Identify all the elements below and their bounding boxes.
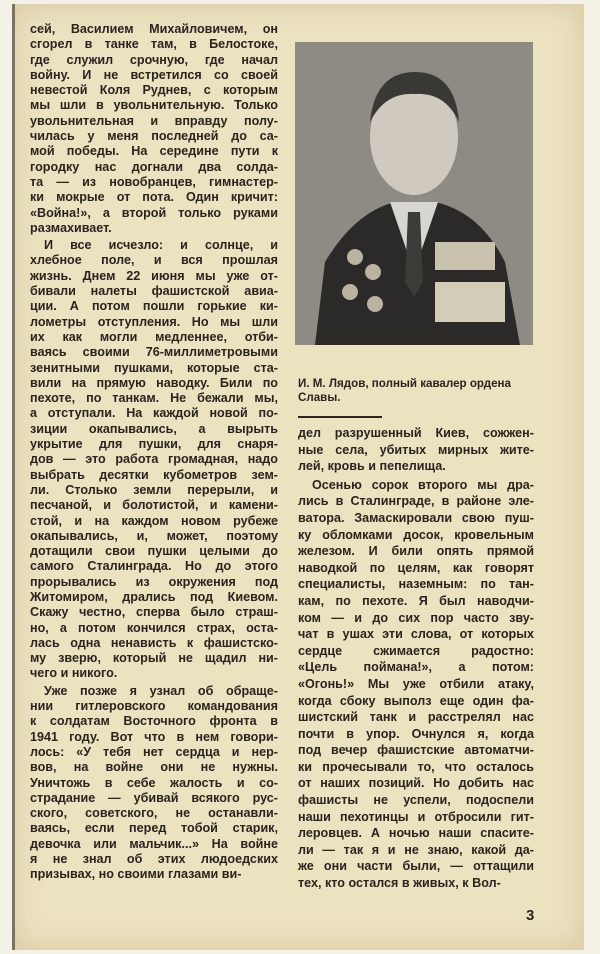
text-line: наши пехотинцы и отбросили гит- (298, 809, 534, 824)
text-line: ные села, убитых мирных жите- (298, 442, 534, 457)
text-line: Житомиром, дрались под Киевом. (30, 589, 278, 604)
text-line: лась одна ненависть к фашистско- (30, 635, 278, 650)
text-line: размахивает. (30, 220, 112, 235)
text-line: пехоте, по танкам. Не бежали мы, (30, 391, 278, 406)
paragraph (30, 238, 278, 682)
text-line: та — из новобранцев, гимнастер- (30, 174, 278, 189)
text-line: железом. И били опять прямой (298, 544, 534, 559)
text-line: ли. Столько земли перерыли, и (30, 482, 278, 497)
text-line: Осенью сорок второго мы дра- (312, 477, 534, 492)
text-line: ку обломками досок, кровельным (298, 527, 534, 542)
text-line: а отступали. На каждой новой по- (30, 406, 278, 421)
text-line: Скажу честно, сперва было страш- (30, 605, 278, 620)
text-line: специалисты, наземным: по тан- (298, 577, 534, 592)
text-line: ваясь своими 76-миллиметровыми (30, 345, 278, 360)
text-line: прорывались из окружения под (30, 574, 278, 589)
text-line: ского, советского, не останавли- (30, 806, 278, 821)
text-line: от наших позиций. Но добить нас (298, 776, 534, 791)
text-line: бивали налеты фашистской авиа- (30, 284, 278, 299)
text-line: лей, кровь и пепелища. (298, 459, 446, 474)
text-line: к солдатам Восточного фронта в (30, 714, 278, 729)
right-text-column (298, 425, 534, 894)
text-line: чилась у меня последней до са- (30, 129, 278, 144)
text-line: ки мокрые от пота. Один кричит: (30, 190, 278, 205)
text-line: леровцев. А ночью наши спасите- (298, 826, 534, 841)
text-line: же они части были, — оттащили (298, 859, 534, 874)
text-line: выбрать десятки кубометров зем- (30, 467, 278, 482)
text-line: вов, на войне они не нужны. (30, 760, 278, 775)
text-line: когда сбоку выполз еще один фа- (298, 693, 534, 708)
text-line: наводкой по целям, как говорят (298, 560, 534, 575)
text-line: И все исчезло: и солнце, и (44, 238, 278, 253)
text-line: я не знал об этих людоедских (30, 852, 278, 867)
text-line: дел разрушенный Киев, сожжен- (298, 426, 534, 440)
text-line: увольнительная и вправду полу- (30, 113, 278, 128)
text-line: кам, по пехоте. Я был наводчи- (298, 593, 534, 608)
text-line: укрытие для пушки, для снаря- (30, 437, 278, 452)
text-line: почти в упор. Очнулся я, когда (298, 726, 534, 741)
text-line: призывах, но своими глазами ви- (30, 867, 242, 882)
text-line: дов — это работа громадная, надо (30, 452, 278, 467)
text-line: ли — так я и не знаю, какой да- (298, 842, 534, 857)
text-line: сердце сжимается радостно: (298, 643, 534, 658)
text-line: дотащили свои пушки целыми до (30, 544, 278, 559)
text-line: мы шли в увольнительную. Только (30, 98, 278, 113)
text-line: ции. А потом пошли горькие ки- (30, 299, 278, 314)
text-line: ватора. Замаскировали свою пуш- (298, 510, 534, 525)
text-line: 1941 году. Вот что в нем говори- (30, 729, 278, 744)
paragraph (298, 425, 534, 475)
page-number: 3 (526, 907, 535, 924)
text-line: их как могли медленнее, отби- (30, 329, 278, 344)
text-line: лось: «У тебя нет сердца и нер- (30, 744, 278, 759)
text-line: ки прочесывали то, что осталось (298, 759, 534, 774)
portrait-illustration (295, 42, 533, 345)
text-line: Уже позже я узнал об обраще- (44, 683, 278, 698)
text-line: под вечер фашистские автоматчи- (298, 743, 534, 758)
text-line: тех, кто остался в живых, к Вол- (298, 876, 501, 891)
text-line: зенитными пушками, которые ста- (30, 360, 278, 375)
text-line: городку нас догнали два солда- (30, 159, 278, 174)
text-line: жизнь. Днем 22 июня мы уже от- (30, 268, 278, 283)
text-line: невестой Коля Руднев, с которым (30, 83, 278, 98)
text-line: сгорел в танке там, в Белостоке, (30, 37, 278, 52)
page-spine-edge (12, 4, 15, 950)
text-line: лометры отступления. Но мы шли (30, 314, 278, 329)
text-line: чат в ушах эти слова, от которых (298, 627, 534, 642)
text-line: мой победы. На середине пути к (30, 144, 278, 159)
text-line: песчаной, и болотистой, и камени- (30, 498, 278, 513)
caption-divider (298, 416, 382, 418)
text-line: Уничтожь в себе жалость и со- (30, 775, 278, 790)
text-line: окапывались, и, может, поэтому (30, 528, 278, 543)
text-line: сей, Василием Михайловичем, он (30, 22, 278, 36)
text-line: «Цель поймана!», а потом: (298, 660, 534, 675)
text-line: где служил срочную, где начал (30, 52, 278, 67)
text-line: ком — и до сих пор часто зву- (298, 610, 534, 625)
text-line: му зверю, который не щадил ни- (30, 651, 278, 666)
text-line: страдание — убивай всякого рус- (30, 790, 278, 805)
text-line: стой, и на каждом новом рубеже (30, 513, 278, 528)
text-line: чего и никого. (30, 666, 118, 681)
text-line: девочка или мальчик...» На войне (30, 836, 278, 851)
text-line: зиции окапывались, а вырыть (30, 421, 278, 436)
text-line: но, а потом кончился страх, оста- (30, 620, 278, 635)
text-line: ваясь, если перед тобой старик, (30, 821, 278, 836)
text-line: фашисты не успели, подоспели (298, 793, 534, 808)
text-line: лись в Сталинграде, в районе эле- (298, 494, 534, 509)
text-line: самого Сталинграда. Но до этого (30, 559, 278, 574)
paragraph (30, 684, 278, 883)
photo-caption: И. М. Лядов, полный кавалер ордена Славы. (298, 377, 511, 404)
text-line: хлебное поле, и вся прошлая (30, 253, 278, 268)
text-line: «Война!», а второй только руками (30, 205, 278, 220)
text-line: шистский танк и расстрелял нас (298, 710, 534, 725)
left-text-column (30, 22, 278, 885)
paragraph (298, 477, 534, 892)
paragraph (30, 22, 278, 236)
text-line: вили на прямую наводку. Били по (30, 375, 278, 390)
text-line: «Огонь!» Мы уже отбили атаку, (298, 676, 534, 691)
text-line: войну. И не встретился со своей (30, 67, 278, 82)
text-line: нии гитлеровского командования (30, 699, 278, 714)
portrait-photo (295, 42, 533, 345)
